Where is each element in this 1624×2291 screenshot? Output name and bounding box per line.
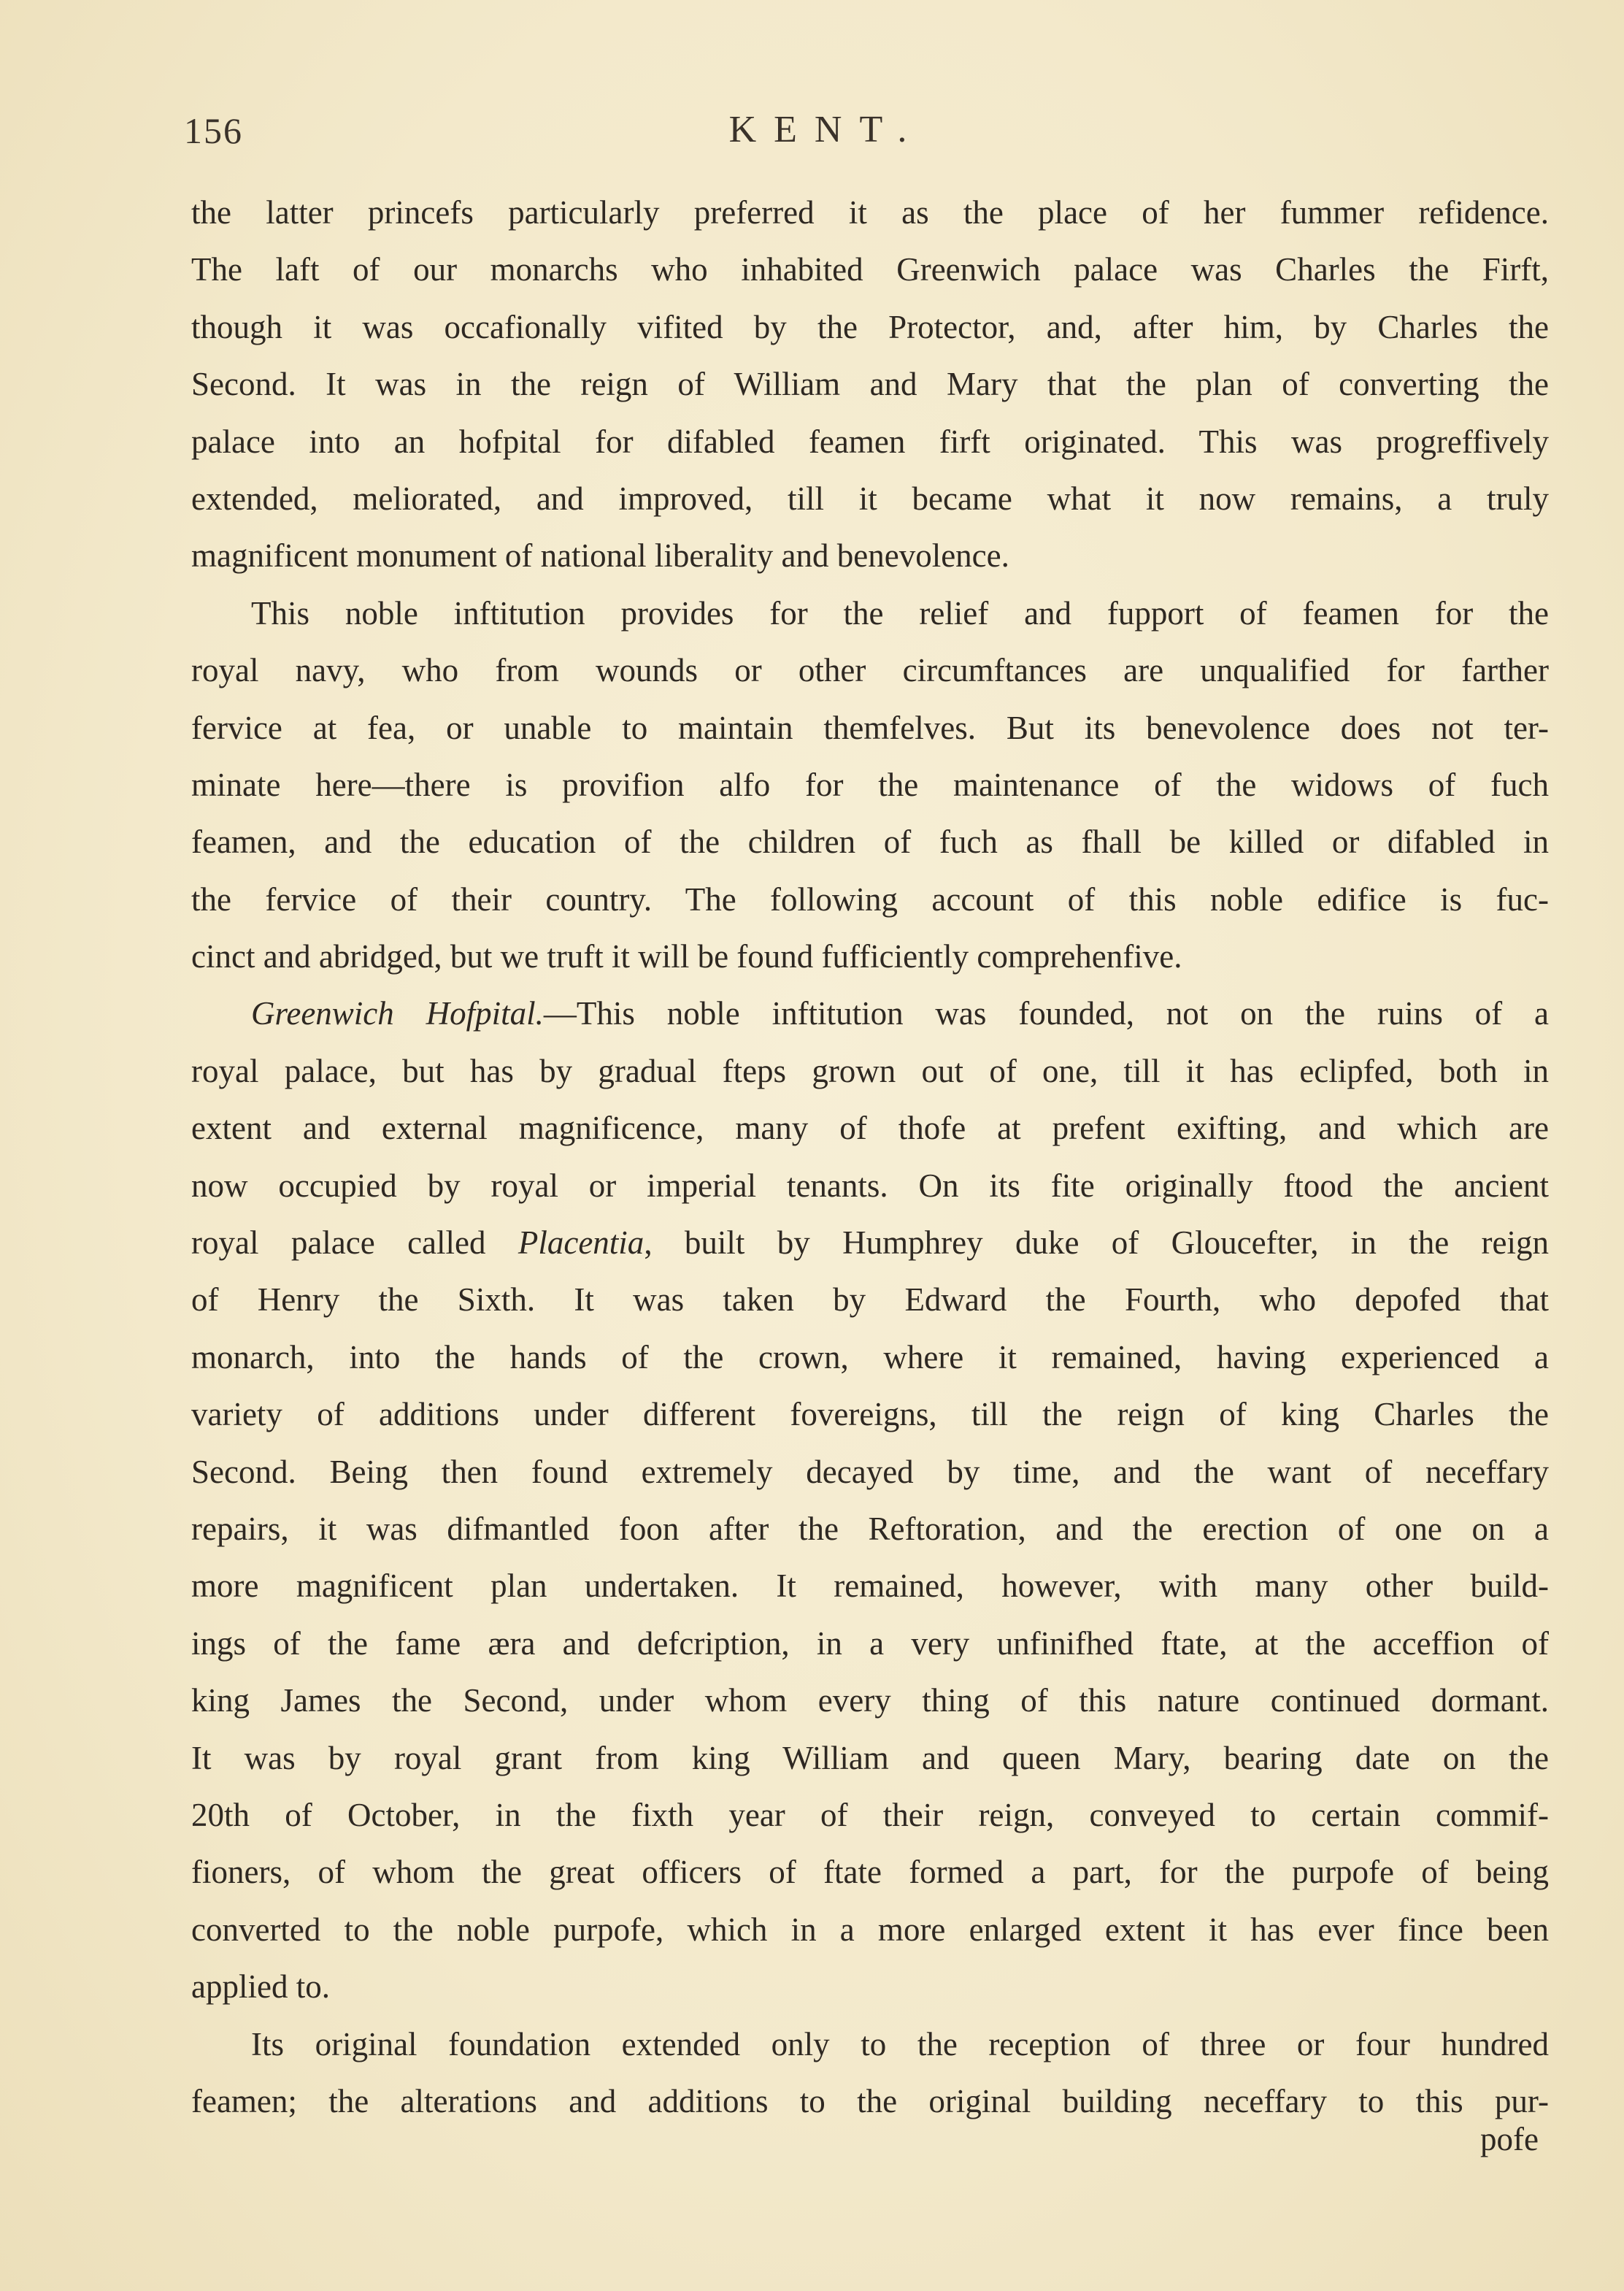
catchword: pofe	[1480, 2121, 1539, 2157]
text-line: king James the Second, under whom every thing of this nature continued dormant.	[191, 1682, 1549, 1719]
text-line: extent and external magnificence, many of thofe at prefent exifting, and which are	[191, 1110, 1549, 1147]
text-line: applied to.	[191, 1968, 330, 2006]
text-line: Second. It was in the reign of William and Mary that the plan of converting the	[191, 366, 1549, 403]
heading-continuation: —This noble inftitution was founded, not on the ruins of a	[543, 995, 1549, 1032]
text-line: the latter princefs particularly preferred it as the place of her fummer refidence.	[191, 194, 1549, 231]
text-line: royal palace, but has by gradual fteps grown out of one, till it has eclipfed, both in	[191, 1052, 1549, 1089]
text-line: converted to the noble purpofe, which in a more enlarged extent it has ever fince been	[191, 1911, 1549, 1948]
text-line: This noble inftitution provides for the relief and fupport of feamen for the	[251, 594, 1549, 632]
page-number: 156	[184, 110, 243, 151]
text-line: though it was occafionally vifited by the Protector, and, after him, by Charles the	[191, 308, 1549, 345]
text-line: 20th of October, in the fixth year of their reign, conveyed to certain commif-	[191, 1796, 1549, 1833]
text-line: minate here—there is provifion alfo for the maintenance of the widows of fuch	[191, 766, 1549, 803]
line-suffix: , built by Humphrey duke of Gloucefter, in the reign	[644, 1224, 1549, 1262]
text-line: of Henry the Sixth. It was taken by Edward the Fourth, who depofed that	[191, 1281, 1549, 1319]
text-line: now occupied by royal or imperial tenants. On its fite originally ftood the ancient	[191, 1167, 1549, 1204]
text-line: The laft of our monarchs who inhabited Greenwich palace was Charles the Firft,	[191, 251, 1549, 288]
line-prefix: royal palace called	[191, 1224, 518, 1262]
text-line: monarch, into the hands of the crown, where it remained, having experienced a	[191, 1338, 1549, 1375]
text-line: Its original foundation extended only to the reception of three or four hundred	[251, 2025, 1549, 2062]
text-line: feamen, and the education of the children of fuch as fhall be killed or difabled in	[191, 824, 1549, 861]
text-line: more magnificent plan undertaken. It remained, however, with many other build-	[191, 1567, 1549, 1605]
text-line: fioners, of whom the great officers of ftate formed a part, for the purpofe of being	[191, 1854, 1549, 1891]
text-line: It was by royal grant from king William and queen Mary, bearing date on the	[191, 1739, 1549, 1776]
text-line: Second. Being then found extremely decayed by time, and the want of neceffary	[191, 1453, 1549, 1490]
text-line: repairs, it was difmantled foon after the Reftoration, and the erection of one on a	[191, 1510, 1549, 1547]
text-line: magnificent monument of national liberality and benevolence.	[191, 537, 1009, 575]
italic-place-name: Placentia	[517, 1224, 644, 1262]
text-line: variety of additions under different fovereigns, till the reign of king Charles the	[191, 1396, 1549, 1433]
text-line: feamen; the alterations and additions to the original building neceffary to this pur-	[191, 2082, 1549, 2119]
text-line: fervice at fea, or unable to maintain themfelves. But its benevolence does not ter-	[191, 709, 1549, 746]
text-line-with-italic	[191, 1214, 1549, 1271]
body-text	[191, 184, 1549, 2130]
text-line: extended, meliorated, and improved, till it became what it now remains, a truly	[191, 480, 1549, 517]
text-line: palace into an hofpital for difabled feamen firft originated. This was progreffively	[191, 423, 1549, 460]
text-line: royal navy, who from wounds or other circumftances are unqualified for farther	[191, 652, 1549, 689]
running-head: KENT.	[728, 109, 925, 150]
section-heading: Greenwich Hofpital.	[251, 995, 544, 1032]
text-line: cinct and abridged, but we truft it will be found fufficiently comprehenfive.	[191, 938, 1182, 975]
text-line: the fervice of their country. The following account of this noble edifice is fuc-	[191, 880, 1549, 918]
text-line-with-heading	[191, 985, 1549, 1042]
text-line: ings of the fame æra and defcription, in a very unfinifhed ftate, at the acceffion of	[191, 1624, 1549, 1662]
